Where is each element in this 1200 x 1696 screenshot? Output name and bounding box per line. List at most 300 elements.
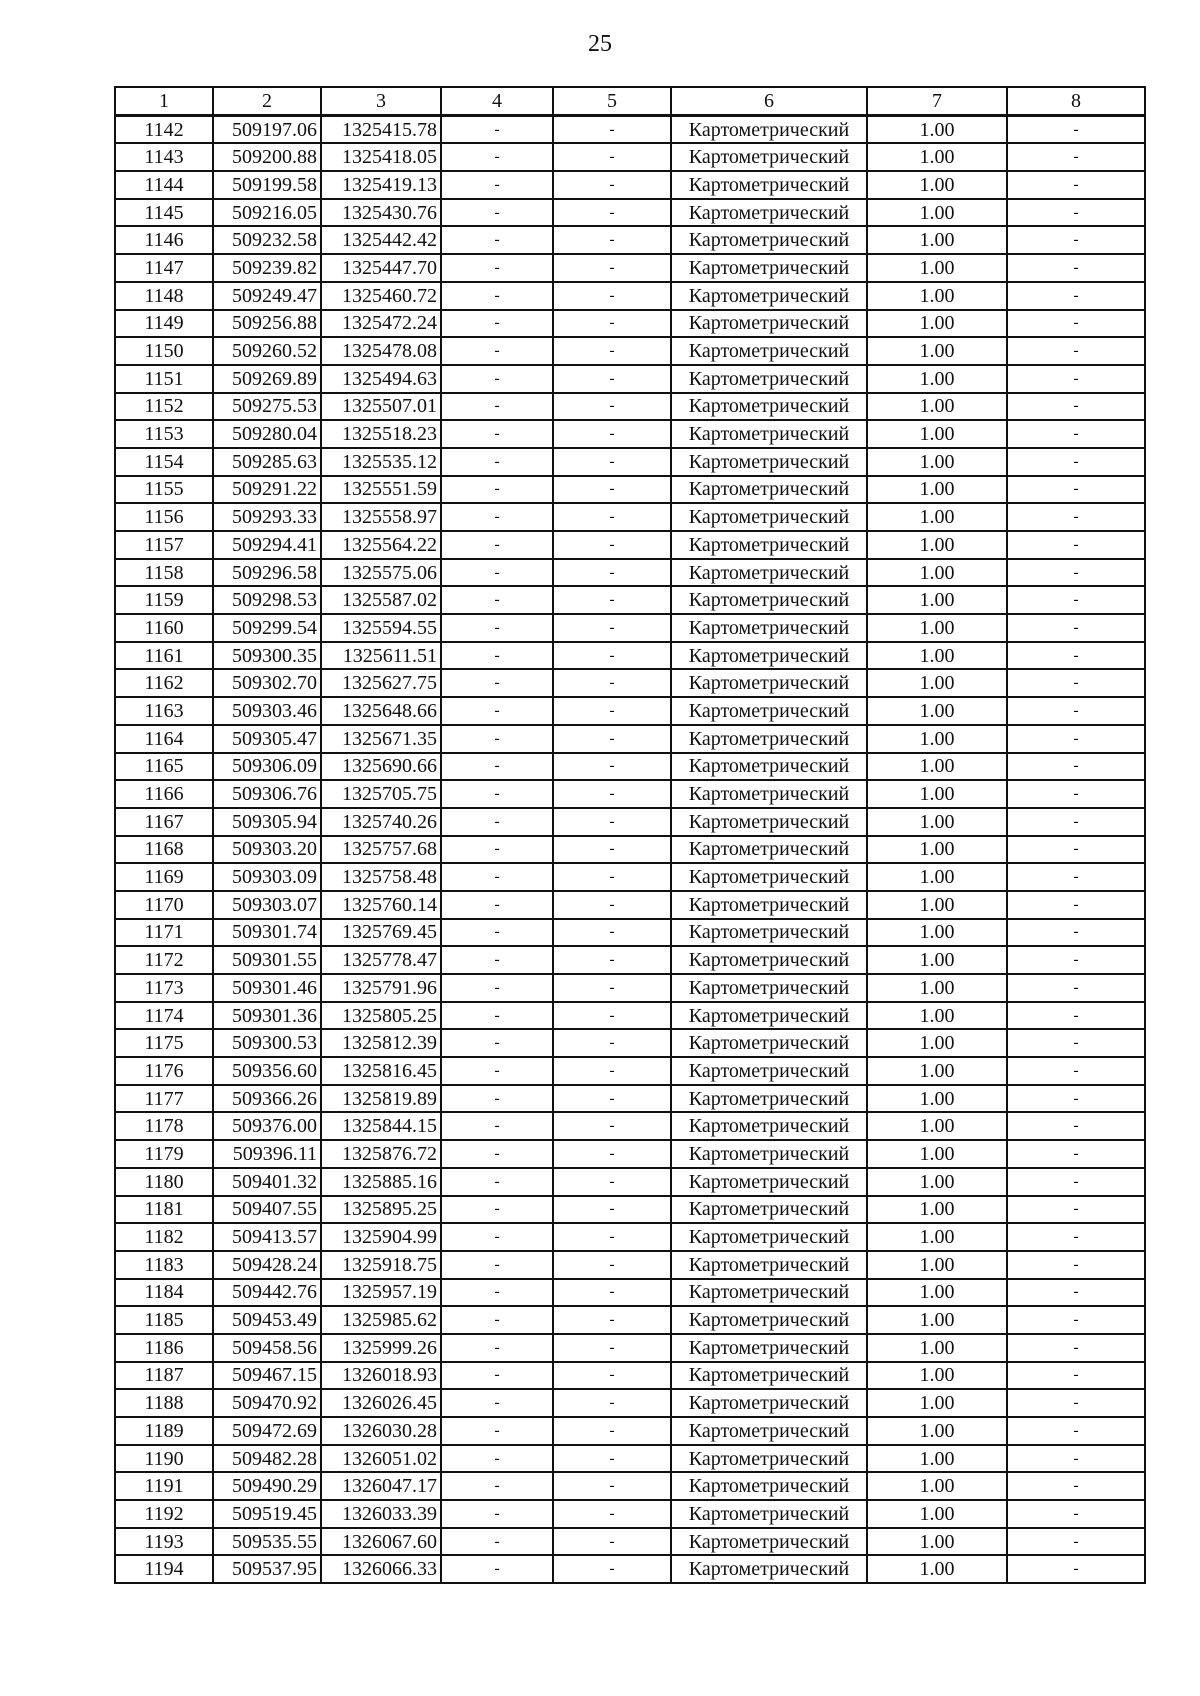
column-5-cell: -	[553, 753, 671, 781]
method-cell: Картометрический	[671, 282, 867, 310]
table-row	[115, 226, 1145, 254]
method-cell: Картометрический	[671, 1140, 867, 1168]
x-coordinate-cell: 509280.04	[213, 420, 321, 448]
column-8-cell: -	[1007, 476, 1145, 504]
table-row	[115, 282, 1145, 310]
x-coordinate-cell: 509413.57	[213, 1223, 321, 1251]
x-coordinate-cell: 509199.58	[213, 171, 321, 199]
accuracy-cell: 1.00	[867, 1472, 1007, 1500]
point-number-cell: 1152	[115, 393, 213, 421]
x-coordinate-cell: 509296.58	[213, 559, 321, 587]
column-8-cell: -	[1007, 697, 1145, 725]
accuracy-cell: 1.00	[867, 1002, 1007, 1030]
accuracy-cell: 1.00	[867, 171, 1007, 199]
x-coordinate-cell: 509303.09	[213, 863, 321, 891]
method-cell: Картометрический	[671, 753, 867, 781]
point-number-cell: 1160	[115, 614, 213, 642]
column-5-cell: -	[553, 171, 671, 199]
column-5-cell: -	[553, 586, 671, 614]
column-4-cell: -	[441, 226, 553, 254]
point-number-cell: 1143	[115, 143, 213, 171]
x-coordinate-cell: 509302.70	[213, 669, 321, 697]
point-number-cell: 1183	[115, 1251, 213, 1279]
column-5-cell: -	[553, 1334, 671, 1362]
method-cell: Картометрический	[671, 1168, 867, 1196]
point-number-cell: 1190	[115, 1445, 213, 1473]
table-row	[115, 1555, 1145, 1583]
column-4-cell: -	[441, 420, 553, 448]
method-cell: Картометрический	[671, 559, 867, 587]
page-number: 25	[588, 31, 612, 57]
accuracy-cell: 1.00	[867, 614, 1007, 642]
point-number-cell: 1153	[115, 420, 213, 448]
column-8-cell: -	[1007, 974, 1145, 1002]
y-coordinate-cell: 1325442.42	[321, 226, 441, 254]
x-coordinate-cell: 509366.26	[213, 1085, 321, 1113]
column-8-cell: -	[1007, 393, 1145, 421]
y-coordinate-cell: 1326026.45	[321, 1389, 441, 1417]
column-4-cell: -	[441, 337, 553, 365]
point-number-cell: 1177	[115, 1085, 213, 1113]
column-4-cell: -	[441, 1223, 553, 1251]
point-number-cell: 1173	[115, 974, 213, 1002]
x-coordinate-cell: 509490.29	[213, 1472, 321, 1500]
column-5-cell: -	[553, 725, 671, 753]
accuracy-cell: 1.00	[867, 310, 1007, 338]
table-row	[115, 1445, 1145, 1473]
point-number-cell: 1162	[115, 669, 213, 697]
column-4-cell: -	[441, 780, 553, 808]
point-number-cell: 1147	[115, 254, 213, 282]
column-header: 6	[671, 87, 867, 115]
column-4-cell: -	[441, 448, 553, 476]
table-row	[115, 1085, 1145, 1113]
column-8-cell: -	[1007, 1251, 1145, 1279]
method-cell: Картометрический	[671, 725, 867, 753]
method-cell: Картометрический	[671, 586, 867, 614]
table-row	[115, 143, 1145, 171]
column-5-cell: -	[553, 476, 671, 504]
method-cell: Картометрический	[671, 1112, 867, 1140]
x-coordinate-cell: 509467.15	[213, 1362, 321, 1390]
column-8-cell: -	[1007, 614, 1145, 642]
table-row	[115, 476, 1145, 504]
point-number-cell: 1189	[115, 1417, 213, 1445]
method-cell: Картометрический	[671, 1085, 867, 1113]
column-8-cell: -	[1007, 836, 1145, 864]
table-row	[115, 1057, 1145, 1085]
x-coordinate-cell: 509260.52	[213, 337, 321, 365]
point-number-cell: 1148	[115, 282, 213, 310]
method-cell: Картометрический	[671, 1002, 867, 1030]
method-cell: Картометрический	[671, 974, 867, 1002]
x-coordinate-cell: 509442.76	[213, 1279, 321, 1307]
accuracy-cell: 1.00	[867, 1057, 1007, 1085]
method-cell: Картометрический	[671, 697, 867, 725]
y-coordinate-cell: 1325885.16	[321, 1168, 441, 1196]
accuracy-cell: 1.00	[867, 337, 1007, 365]
point-number-cell: 1186	[115, 1334, 213, 1362]
table-row	[115, 503, 1145, 531]
column-8-cell: -	[1007, 1085, 1145, 1113]
accuracy-cell: 1.00	[867, 697, 1007, 725]
method-cell: Картометрический	[671, 669, 867, 697]
column-4-cell: -	[441, 669, 553, 697]
column-5-cell: -	[553, 310, 671, 338]
table-header-row	[115, 87, 1145, 115]
method-cell: Картометрический	[671, 1445, 867, 1473]
table-row	[115, 365, 1145, 393]
x-coordinate-cell: 509299.54	[213, 614, 321, 642]
point-number-cell: 1176	[115, 1057, 213, 1085]
y-coordinate-cell: 1325904.99	[321, 1223, 441, 1251]
x-coordinate-cell: 509472.69	[213, 1417, 321, 1445]
x-coordinate-cell: 509303.07	[213, 891, 321, 919]
column-8-cell: -	[1007, 1555, 1145, 1583]
column-5-cell: -	[553, 143, 671, 171]
accuracy-cell: 1.00	[867, 863, 1007, 891]
column-8-cell: -	[1007, 420, 1145, 448]
column-8-cell: -	[1007, 448, 1145, 476]
method-cell: Картометрический	[671, 171, 867, 199]
column-5-cell: -	[553, 1112, 671, 1140]
method-cell: Картометрический	[671, 1057, 867, 1085]
column-5-cell: -	[553, 697, 671, 725]
y-coordinate-cell: 1325844.15	[321, 1112, 441, 1140]
accuracy-cell: 1.00	[867, 448, 1007, 476]
column-4-cell: -	[441, 115, 553, 143]
table-row	[115, 1196, 1145, 1224]
accuracy-cell: 1.00	[867, 669, 1007, 697]
column-8-cell: -	[1007, 337, 1145, 365]
column-4-cell: -	[441, 836, 553, 864]
accuracy-cell: 1.00	[867, 919, 1007, 947]
column-8-cell: -	[1007, 310, 1145, 338]
x-coordinate-cell: 509428.24	[213, 1251, 321, 1279]
point-number-cell: 1155	[115, 476, 213, 504]
y-coordinate-cell: 1325778.47	[321, 946, 441, 974]
column-5-cell: -	[553, 642, 671, 670]
y-coordinate-cell: 1325564.22	[321, 531, 441, 559]
column-8-cell: -	[1007, 669, 1145, 697]
column-5-cell: -	[553, 226, 671, 254]
point-number-cell: 1174	[115, 1002, 213, 1030]
accuracy-cell: 1.00	[867, 559, 1007, 587]
x-coordinate-cell: 509256.88	[213, 310, 321, 338]
y-coordinate-cell: 1325587.02	[321, 586, 441, 614]
column-5-cell: -	[553, 1528, 671, 1556]
column-5-cell: -	[553, 365, 671, 393]
y-coordinate-cell: 1325918.75	[321, 1251, 441, 1279]
column-4-cell: -	[441, 531, 553, 559]
column-8-cell: -	[1007, 115, 1145, 143]
table-row	[115, 780, 1145, 808]
column-5-cell: -	[553, 1196, 671, 1224]
method-cell: Картометрический	[671, 1251, 867, 1279]
point-number-cell: 1185	[115, 1306, 213, 1334]
method-cell: Картометрический	[671, 1306, 867, 1334]
accuracy-cell: 1.00	[867, 753, 1007, 781]
column-4-cell: -	[441, 1500, 553, 1528]
table-row	[115, 1251, 1145, 1279]
column-5-cell: -	[553, 780, 671, 808]
y-coordinate-cell: 1326067.60	[321, 1528, 441, 1556]
point-number-cell: 1191	[115, 1472, 213, 1500]
column-4-cell: -	[441, 1112, 553, 1140]
table-row	[115, 171, 1145, 199]
point-number-cell: 1158	[115, 559, 213, 587]
method-cell: Картометрический	[671, 642, 867, 670]
accuracy-cell: 1.00	[867, 1417, 1007, 1445]
method-cell: Картометрический	[671, 836, 867, 864]
y-coordinate-cell: 1325740.26	[321, 808, 441, 836]
table-row	[115, 725, 1145, 753]
x-coordinate-cell: 509306.09	[213, 753, 321, 781]
method-cell: Картометрический	[671, 1389, 867, 1417]
column-header: 8	[1007, 87, 1145, 115]
column-8-cell: -	[1007, 1168, 1145, 1196]
y-coordinate-cell: 1325705.75	[321, 780, 441, 808]
column-8-cell: -	[1007, 199, 1145, 227]
column-4-cell: -	[441, 171, 553, 199]
point-number-cell: 1182	[115, 1223, 213, 1251]
method-cell: Картометрический	[671, 919, 867, 947]
column-4-cell: -	[441, 393, 553, 421]
point-number-cell: 1144	[115, 171, 213, 199]
y-coordinate-cell: 1325558.97	[321, 503, 441, 531]
point-number-cell: 1178	[115, 1112, 213, 1140]
point-number-cell: 1167	[115, 808, 213, 836]
y-coordinate-cell: 1325415.78	[321, 115, 441, 143]
table-row	[115, 1472, 1145, 1500]
accuracy-cell: 1.00	[867, 1196, 1007, 1224]
column-4-cell: -	[441, 863, 553, 891]
column-8-cell: -	[1007, 808, 1145, 836]
column-5-cell: -	[553, 1057, 671, 1085]
column-4-cell: -	[441, 1555, 553, 1583]
y-coordinate-cell: 1325985.62	[321, 1306, 441, 1334]
column-4-cell: -	[441, 1362, 553, 1390]
y-coordinate-cell: 1325418.05	[321, 143, 441, 171]
point-number-cell: 1164	[115, 725, 213, 753]
y-coordinate-cell: 1325494.63	[321, 365, 441, 393]
method-cell: Картометрический	[671, 365, 867, 393]
accuracy-cell: 1.00	[867, 282, 1007, 310]
x-coordinate-cell: 509249.47	[213, 282, 321, 310]
accuracy-cell: 1.00	[867, 115, 1007, 143]
accuracy-cell: 1.00	[867, 143, 1007, 171]
x-coordinate-cell: 509376.00	[213, 1112, 321, 1140]
accuracy-cell: 1.00	[867, 199, 1007, 227]
column-4-cell: -	[441, 1057, 553, 1085]
method-cell: Картометрический	[671, 1500, 867, 1528]
table-row	[115, 1306, 1145, 1334]
column-8-cell: -	[1007, 1223, 1145, 1251]
column-4-cell: -	[441, 559, 553, 587]
y-coordinate-cell: 1325671.35	[321, 725, 441, 753]
y-coordinate-cell: 1325757.68	[321, 836, 441, 864]
method-cell: Картометрический	[671, 254, 867, 282]
table-row	[115, 808, 1145, 836]
column-5-cell: -	[553, 1002, 671, 1030]
column-5-cell: -	[553, 1500, 671, 1528]
column-4-cell: -	[441, 1140, 553, 1168]
column-5-cell: -	[553, 282, 671, 310]
x-coordinate-cell: 509239.82	[213, 254, 321, 282]
point-number-cell: 1171	[115, 919, 213, 947]
method-cell: Картометрический	[671, 1417, 867, 1445]
column-5-cell: -	[553, 393, 671, 421]
accuracy-cell: 1.00	[867, 642, 1007, 670]
point-number-cell: 1188	[115, 1389, 213, 1417]
table-row	[115, 697, 1145, 725]
method-cell: Картометрический	[671, 420, 867, 448]
table-row	[115, 1334, 1145, 1362]
table-row	[115, 642, 1145, 670]
column-5-cell: -	[553, 1251, 671, 1279]
column-4-cell: -	[441, 919, 553, 947]
x-coordinate-cell: 509291.22	[213, 476, 321, 504]
y-coordinate-cell: 1325551.59	[321, 476, 441, 504]
x-coordinate-cell: 509301.55	[213, 946, 321, 974]
point-number-cell: 1145	[115, 199, 213, 227]
accuracy-cell: 1.00	[867, 393, 1007, 421]
point-number-cell: 1184	[115, 1279, 213, 1307]
column-5-cell: -	[553, 254, 671, 282]
accuracy-cell: 1.00	[867, 1389, 1007, 1417]
point-number-cell: 1179	[115, 1140, 213, 1168]
point-number-cell: 1168	[115, 836, 213, 864]
y-coordinate-cell: 1326033.39	[321, 1500, 441, 1528]
column-4-cell: -	[441, 1528, 553, 1556]
column-8-cell: -	[1007, 946, 1145, 974]
x-coordinate-cell: 509300.35	[213, 642, 321, 670]
column-header: 1	[115, 87, 213, 115]
column-4-cell: -	[441, 891, 553, 919]
column-5-cell: -	[553, 1306, 671, 1334]
y-coordinate-cell: 1325430.76	[321, 199, 441, 227]
y-coordinate-cell: 1325535.12	[321, 448, 441, 476]
column-4-cell: -	[441, 1196, 553, 1224]
method-cell: Картометрический	[671, 946, 867, 974]
table-row	[115, 1500, 1145, 1528]
column-8-cell: -	[1007, 503, 1145, 531]
column-5-cell: -	[553, 1472, 671, 1500]
column-4-cell: -	[441, 1445, 553, 1473]
method-cell: Картометрический	[671, 310, 867, 338]
method-cell: Картометрический	[671, 614, 867, 642]
table-row	[115, 836, 1145, 864]
x-coordinate-cell: 509200.88	[213, 143, 321, 171]
method-cell: Картометрический	[671, 1334, 867, 1362]
column-5-cell: -	[553, 503, 671, 531]
method-cell: Картометрический	[671, 199, 867, 227]
y-coordinate-cell: 1325999.26	[321, 1334, 441, 1362]
column-header: 5	[553, 87, 671, 115]
table-row	[115, 974, 1145, 1002]
accuracy-cell: 1.00	[867, 1362, 1007, 1390]
table-row	[115, 1528, 1145, 1556]
column-4-cell: -	[441, 697, 553, 725]
point-number-cell: 1187	[115, 1362, 213, 1390]
column-4-cell: -	[441, 808, 553, 836]
point-number-cell: 1156	[115, 503, 213, 531]
x-coordinate-cell: 509232.58	[213, 226, 321, 254]
table-row	[115, 1140, 1145, 1168]
x-coordinate-cell: 509453.49	[213, 1306, 321, 1334]
accuracy-cell: 1.00	[867, 226, 1007, 254]
column-5-cell: -	[553, 614, 671, 642]
table-row	[115, 1112, 1145, 1140]
x-coordinate-cell: 509216.05	[213, 199, 321, 227]
column-8-cell: -	[1007, 1389, 1145, 1417]
column-8-cell: -	[1007, 282, 1145, 310]
column-8-cell: -	[1007, 226, 1145, 254]
column-4-cell: -	[441, 1002, 553, 1030]
column-5-cell: -	[553, 448, 671, 476]
x-coordinate-cell: 509305.47	[213, 725, 321, 753]
column-8-cell: -	[1007, 1112, 1145, 1140]
method-cell: Картометрический	[671, 1223, 867, 1251]
column-5-cell: -	[553, 1555, 671, 1583]
point-number-cell: 1170	[115, 891, 213, 919]
column-5-cell: -	[553, 420, 671, 448]
method-cell: Картометрический	[671, 1362, 867, 1390]
x-coordinate-cell: 509293.33	[213, 503, 321, 531]
column-5-cell: -	[553, 1445, 671, 1473]
column-4-cell: -	[441, 503, 553, 531]
column-5-cell: -	[553, 669, 671, 697]
method-cell: Картометрический	[671, 1196, 867, 1224]
table-row	[115, 919, 1145, 947]
column-8-cell: -	[1007, 586, 1145, 614]
accuracy-cell: 1.00	[867, 420, 1007, 448]
accuracy-cell: 1.00	[867, 808, 1007, 836]
column-8-cell: -	[1007, 1445, 1145, 1473]
y-coordinate-cell: 1325805.25	[321, 1002, 441, 1030]
column-4-cell: -	[441, 476, 553, 504]
column-5-cell: -	[553, 1140, 671, 1168]
method-cell: Картометрический	[671, 1528, 867, 1556]
accuracy-cell: 1.00	[867, 1029, 1007, 1057]
accuracy-cell: 1.00	[867, 1140, 1007, 1168]
table-row	[115, 1168, 1145, 1196]
y-coordinate-cell: 1325816.45	[321, 1057, 441, 1085]
point-number-cell: 1192	[115, 1500, 213, 1528]
y-coordinate-cell: 1325648.66	[321, 697, 441, 725]
column-5-cell: -	[553, 1389, 671, 1417]
method-cell: Картометрический	[671, 863, 867, 891]
x-coordinate-cell: 509458.56	[213, 1334, 321, 1362]
y-coordinate-cell: 1325895.25	[321, 1196, 441, 1224]
column-4-cell: -	[441, 1029, 553, 1057]
x-coordinate-cell: 509197.06	[213, 115, 321, 143]
point-number-cell: 1159	[115, 586, 213, 614]
method-cell: Картометрический	[671, 393, 867, 421]
column-8-cell: -	[1007, 891, 1145, 919]
column-4-cell: -	[441, 642, 553, 670]
column-8-cell: -	[1007, 365, 1145, 393]
method-cell: Картометрический	[671, 1472, 867, 1500]
column-5-cell: -	[553, 1085, 671, 1113]
column-5-cell: -	[553, 115, 671, 143]
x-coordinate-cell: 509303.46	[213, 697, 321, 725]
x-coordinate-cell: 509301.74	[213, 919, 321, 947]
accuracy-cell: 1.00	[867, 1306, 1007, 1334]
table-row	[115, 115, 1145, 143]
x-coordinate-cell: 509301.46	[213, 974, 321, 1002]
point-number-cell: 1151	[115, 365, 213, 393]
